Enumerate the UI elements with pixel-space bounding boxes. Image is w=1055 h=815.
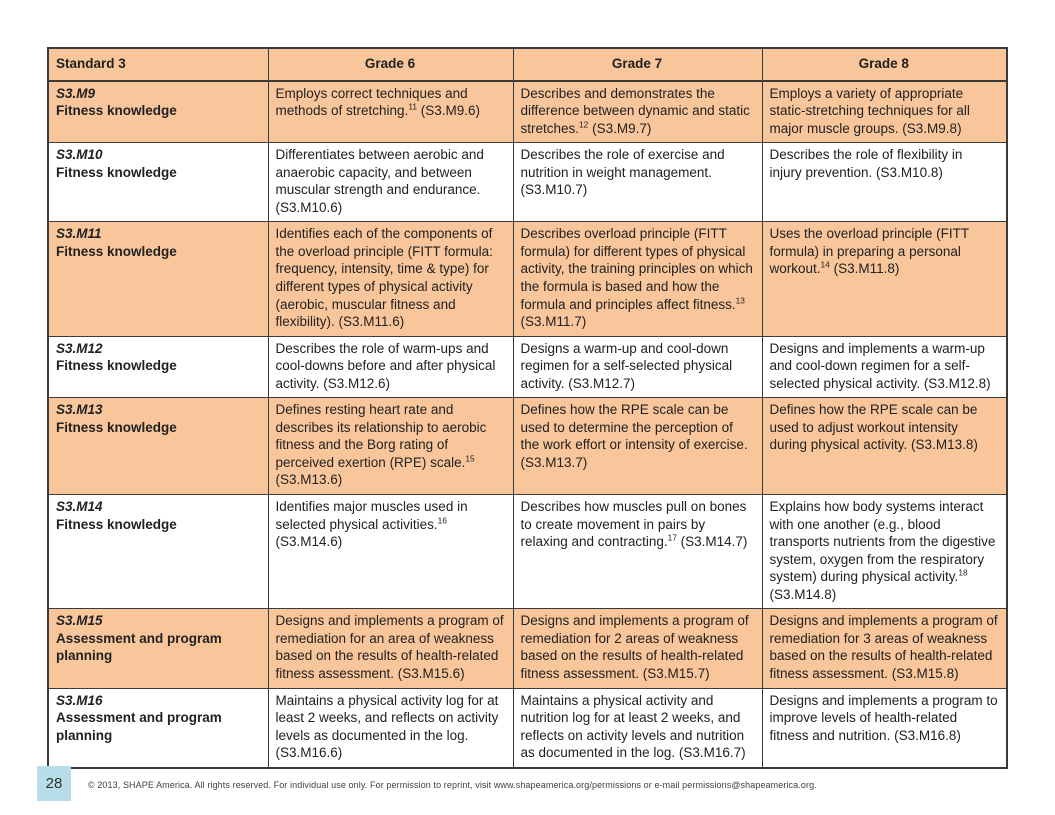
table-row-s3m16 [48,688,1007,768]
grade6-cell: Identifies each of the components of the overload principle (FITT formula: frequency, intensity, time & type) for different types of physical activity (aerobic, muscular fitness and flexibility). (S3.M11.6) [268,222,513,336]
standard-category: Assessment and program planning [56,630,222,664]
table-row-s3m12 [48,336,1007,398]
grade7-cell: Describes and demonstrates the difference between dynamic and static stretches.$^{12}$ (S3.M9.7) [513,81,762,143]
standard-label-cell [48,609,268,688]
grade6-cell: Employs correct techniques and methods of stretching.$^{11}$ (S3.M9.6) [268,81,513,143]
standard-label-cell [48,688,268,768]
grade8-cell: Employs a variety of appropriate static-stretching techniques for all major muscle groups. (S3.M9.8) [762,81,1007,143]
standard-code: S3.M15 [56,613,103,629]
standard-code: S3.M12 [56,340,103,356]
standard-category: Fitness knowledge [56,516,177,532]
grade6-cell: Defines resting heart rate and describes its relationship to aerobic fitness and the Borg rating of perceived exertion (RPE) scale.$^{15}$ (S3.M13.6) [268,398,513,495]
standard-category: Fitness knowledge [56,164,177,180]
table-row-s3m9 [48,81,1007,143]
table-row-s3m15 [48,609,1007,688]
header-grade-6: Grade 6 [268,48,513,81]
standard-code: S3.M14 [56,499,103,515]
grade6-cell: Maintains a physical activity log for at least 2 weeks, and reflects on activity levels as documented in the log. (S3.M16.6) [268,688,513,768]
grade7-cell: Maintains a physical activity and nutrition log for at least 2 weeks, and reflects on activity levels and nutrition as documented in the log. (S3.M16.7) [513,688,762,768]
standard-category: Fitness knowledge [56,419,177,435]
grade7-cell: Describes how muscles pull on bones to create movement in pairs by relaxing and contracting.$^{17}$ (S3.M14.7) [513,495,762,609]
grade6-cell: Designs and implements a program of remediation for an area of weakness based on the results of health-related fitness assessment. (S3.M15.6) [268,609,513,688]
standard-code: S3.M9 [56,85,96,101]
grade6-cell: Differentiates between aerobic and anaerobic capacity, and between muscular strength and endurance. (S3.M10.6) [268,143,513,222]
standards-table [47,47,1008,769]
grade8-cell: Defines how the RPE scale can be used to adjust workout intensity during physical activity. (S3.M13.8) [762,398,1007,495]
standard-code: S3.M16 [56,692,103,708]
page-number: 28 [45,775,63,792]
standard-code: S3.M11 [56,226,102,242]
grade8-cell: Designs and implements a warm-up and cool-down regimen for a self-selected physical activity. (S3.M12.8) [762,336,1007,398]
table-row-s3m11 [48,222,1007,336]
standard-label-cell [48,222,268,336]
standard-label-cell [48,398,268,495]
grade8-cell: Explains how body systems interact with one another (e.g., blood transports nutrients from the digestive system, oxygen from the respiratory system) during physical activity.$^{18}$ (S3.M14.8) [762,495,1007,609]
table-row-s3m14 [48,495,1007,609]
table-row-s3m10 [48,143,1007,222]
copyright-text: © 2013, SHAPE America. All rights reserved. For individual use only. For permission to reprint, visit www.shapeamerica.org/permissions or e-mail permissions@shapeamerica.org. [88,780,817,790]
grade6-cell: Describes the role of warm-ups and cool-downs before and after physical activity. (S3.M12.6) [268,336,513,398]
standard-code: S3.M10 [56,147,103,163]
standard-category: Fitness knowledge [56,358,177,374]
grade8-cell: Describes the role of flexibility in injury prevention. (S3.M10.8) [762,143,1007,222]
standard-label-cell [48,143,268,222]
grade7-cell: Designs a warm-up and cool-down regimen for a self-selected physical activity. (S3.M12.7) [513,336,762,398]
grade7-cell: Describes overload principle (FITT formula) for different types of physical activity, the training principles on which the formula is based and how the formula and principles affect fitness.$^{13}$ (S3.M11.7) [513,222,762,336]
standard-code: S3.M13 [56,402,103,418]
table-header-row [48,48,1007,81]
grade6-cell: Identifies major muscles used in selected physical activities.$^{16}$ (S3.M14.6) [268,495,513,609]
header-standard-3: Standard 3 [48,48,268,81]
grade8-cell: Uses the overload principle (FITT formula) in preparing a personal workout.$^{14}$ (S3.M11.8) [762,222,1007,336]
grade8-cell: Designs and implements a program of remediation for 3 areas of weakness based on the results of health-related fitness assessment. (S3.M15.8) [762,609,1007,688]
standard-label-cell [48,336,268,398]
standard-category: Assessment and program planning [56,710,222,743]
grade7-cell: Designs and implements a program of remediation for 2 areas of weakness based on the results of health-related fitness assessment. (S3.M15.7) [513,609,762,688]
header-grade-7: Grade 7 [513,48,762,81]
standard-label-cell [48,81,268,143]
table-row-s3m13 [48,398,1007,495]
standard-category: Fitness knowledge [56,243,177,259]
standard-label-cell [48,495,268,609]
page-number-badge [37,766,71,801]
grade8-cell: Designs and implements a program to improve levels of health-related fitness and nutrition. (S3.M16.8) [762,688,1007,768]
grade7-cell: Defines how the RPE scale can be used to determine the perception of the work effort or intensity of exercise. (S3.M13.7) [513,398,762,495]
header-grade-8: Grade 8 [762,48,1007,81]
standard-category: Fitness knowledge [56,103,177,119]
grade7-cell: Describes the role of exercise and nutrition in weight management. (S3.M10.7) [513,143,762,222]
